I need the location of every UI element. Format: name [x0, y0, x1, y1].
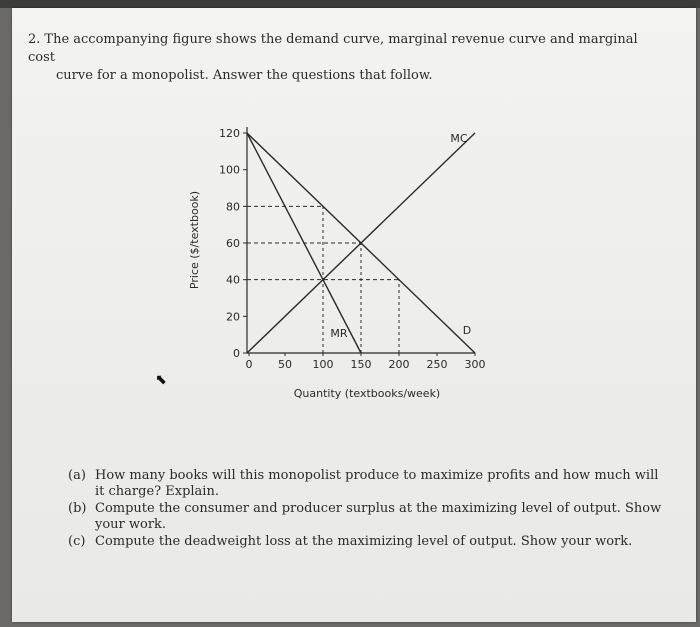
y-tick-label-80: 80: [226, 200, 240, 214]
x-tick-label-150: 150: [350, 358, 372, 371]
y-tick-label-120: 120: [219, 127, 240, 140]
question-parts: [68, 468, 668, 551]
label-mc: MC: [450, 132, 468, 145]
x-tick-label-0: 0: [245, 358, 253, 371]
x-axis-label: Quantity (textbooks/week): [293, 387, 441, 400]
part-c-line-1: Compute the deadweight loss at the maximizing level of output. Show your work.: [95, 534, 633, 549]
part-b-line-2: your work.: [95, 517, 167, 532]
part-b: [68, 501, 668, 533]
part-a-label: (a): [68, 468, 86, 483]
question-number: 2.: [28, 32, 41, 47]
y-axis-label: Price ($/textbook): [188, 190, 201, 290]
y-tick-label-40: 40: [226, 273, 240, 287]
part-a-line-2: it charge? Explain.: [95, 484, 219, 499]
y-tick-label-100: 100: [219, 163, 240, 177]
mouse-cursor-icon: ⬉: [155, 372, 167, 388]
label-mr: MR: [330, 327, 348, 340]
part-c: [68, 534, 668, 550]
x-tick-label-250: 250: [426, 358, 448, 371]
label-d: D: [462, 324, 472, 337]
part-b-line-1: Compute the consumer and producer surplus at the maximizing level of output. Show: [95, 501, 662, 516]
x-tick-label-50: 50: [278, 358, 292, 371]
x-tick-label-300: 300: [464, 358, 486, 371]
y-tick-label-0: 0: [233, 347, 240, 360]
y-tick-label-20: 20: [226, 310, 240, 324]
x-tick-label-100: 100: [312, 358, 334, 371]
part-b-label: (b): [68, 501, 87, 516]
question-line-2: curve for a monopolist. Answer the questions that follow.: [56, 68, 433, 83]
x-tick-label-200: 200: [388, 358, 410, 371]
part-a-line-1: How many books will this monopolist produce to maximize profits and how much will: [95, 468, 659, 483]
question-line-1: The accompanying figure shows the demand curve, marginal revenue curve and marginal cost: [28, 32, 638, 65]
part-a: [68, 468, 668, 500]
y-tick-label-60: 60: [226, 237, 240, 250]
part-c-label: (c): [68, 534, 86, 549]
